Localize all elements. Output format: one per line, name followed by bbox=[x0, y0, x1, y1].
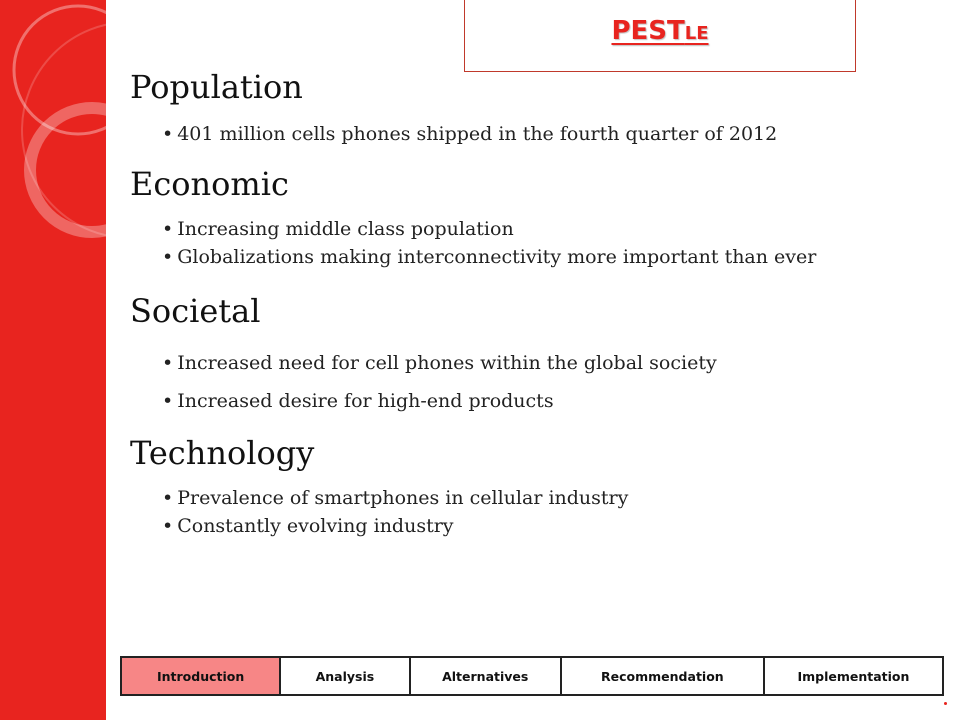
decorative-side-band bbox=[0, 0, 106, 720]
section-nav-bar bbox=[120, 656, 944, 696]
title-box bbox=[464, 0, 856, 72]
nav-implementation[interactable]: Implementation bbox=[797, 668, 910, 684]
decorative-circles bbox=[0, 0, 106, 720]
nav-analysis[interactable]: Analysis bbox=[281, 658, 410, 694]
bullet-economic-2: • Globalizations making interconnectivity more important than ever bbox=[162, 246, 816, 268]
slide-title bbox=[465, 16, 855, 46]
slide-title-suffix: LE bbox=[684, 23, 709, 44]
heading-economic: Economic bbox=[130, 165, 289, 203]
bullet-technology-2: • Constantly evolving industry bbox=[162, 515, 454, 537]
nav-recommendation[interactable]: Recommendation bbox=[562, 658, 765, 694]
nav-alternatives[interactable]: Alternatives bbox=[411, 658, 562, 694]
decorative-dot bbox=[944, 702, 947, 705]
bullet-societal-2: • Increased desire for high-end products bbox=[162, 390, 554, 412]
heading-technology: Technology bbox=[130, 434, 315, 472]
bullet-economic-1: • Increasing middle class population bbox=[162, 218, 514, 240]
bullet-societal-1: • Increased need for cell phones within the global society bbox=[162, 352, 717, 374]
slide-title-main: PEST bbox=[611, 16, 685, 46]
bullet-technology-1: • Prevalence of smartphones in cellular industry bbox=[162, 487, 628, 509]
heading-societal: Societal bbox=[130, 292, 261, 330]
heading-population: Population bbox=[130, 68, 303, 106]
nav-introduction[interactable]: Introduction bbox=[122, 658, 281, 694]
bullet-population-1: • 401 million cells phones shipped in the fourth quarter of 2012 bbox=[162, 123, 777, 145]
